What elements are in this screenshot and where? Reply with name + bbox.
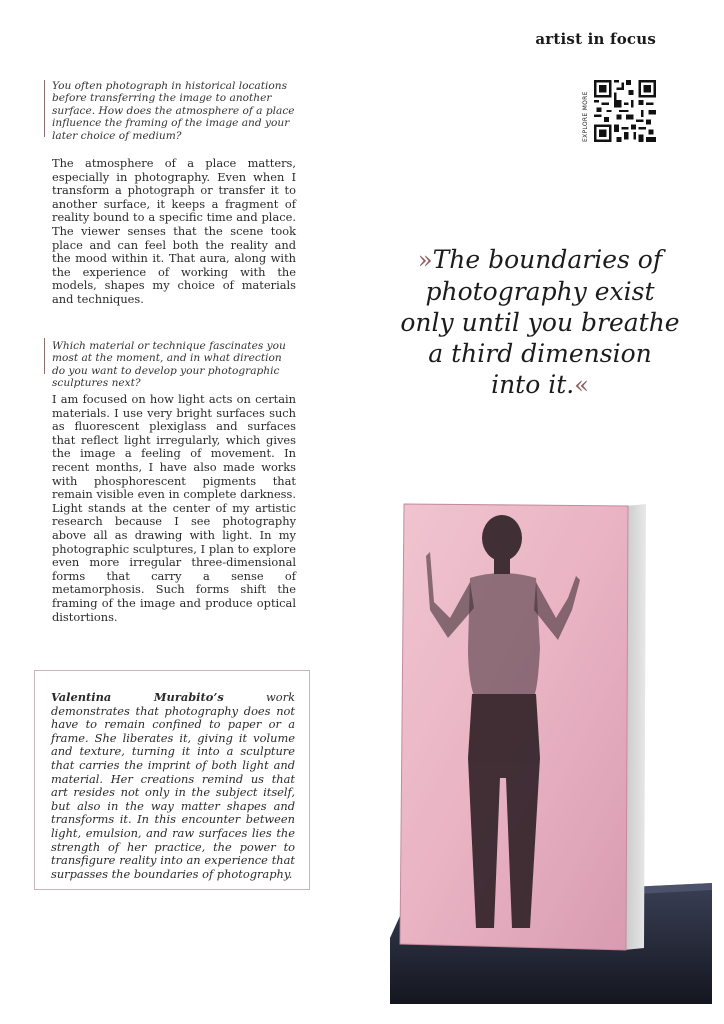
question-rule bbox=[44, 80, 45, 137]
pull-quote bbox=[400, 244, 680, 401]
qr-block[interactable] bbox=[582, 80, 658, 144]
qr-code-icon[interactable] bbox=[594, 80, 656, 142]
interview-answer: I am focused on how light acts on certain materials. I use very bright surfaces such as fluorescent plexiglass and surfaces that reflect light irregularly, which gives the image a feeling of movement. In recent months, I have also made works with phosphorescent pigments that remain visible even in complete darkness. Light stands at the center of my artistic research because I see photography above all as drawing with light. In my photographic sculptures, I plan to explore even more irregular three-dimensional forms that carry a sense of metamorphosis. Such forms shift the framing of the image and produce optical distortions. bbox=[52, 392, 296, 624]
summary-body: work demonstrates that photography does not have to remain confined to paper or a frame. She liberates it, giving it volume and texture, turning it into a sculpture that carries the imprint of both light and material. Her creations remind us that art resides not only in the subject itself, but also in the way matter shapes and transforms it. In this encounter between light, emulsion, and raw surfaces lies the strength of her practice, the power to transfigure reality into an experience that surpasses the boundaries of photography. bbox=[51, 690, 295, 881]
quote-close-mark: « bbox=[574, 371, 589, 399]
interview-question: You often photograph in historical locations before transferring the image to another surface. How does the atmosphere of a place influence the framing of the image and your later choice of medium? bbox=[52, 80, 295, 142]
quote-open-mark: » bbox=[417, 246, 433, 274]
summary-text bbox=[51, 691, 295, 881]
section-title: artist in focus bbox=[535, 30, 656, 48]
interview-answer: The atmosphere of a place matters, especially in photography. Even when I transform a photograph or transfer it to another surface, it keeps a fragment of reality bound to a specific time and place. The viewer senses that the scene took place and can feel both the reality and the mood within it. That aura, along with the experience of working with the models, shapes my choice of materials and techniques. bbox=[52, 156, 296, 306]
photo-sculpture-image bbox=[390, 498, 712, 1004]
artist-name: Valentina Murabito’s bbox=[51, 690, 224, 704]
question-rule bbox=[44, 338, 45, 374]
interview-question: Which material or technique fascinates you most at the moment, and in what direction do you want to develop your photographic sculptures next? bbox=[52, 340, 286, 390]
pull-quote-text: The boundaries of photography exist only until you breathe a third dimension into it. bbox=[400, 245, 680, 399]
qr-label: EXPLORE MORE bbox=[582, 91, 589, 142]
